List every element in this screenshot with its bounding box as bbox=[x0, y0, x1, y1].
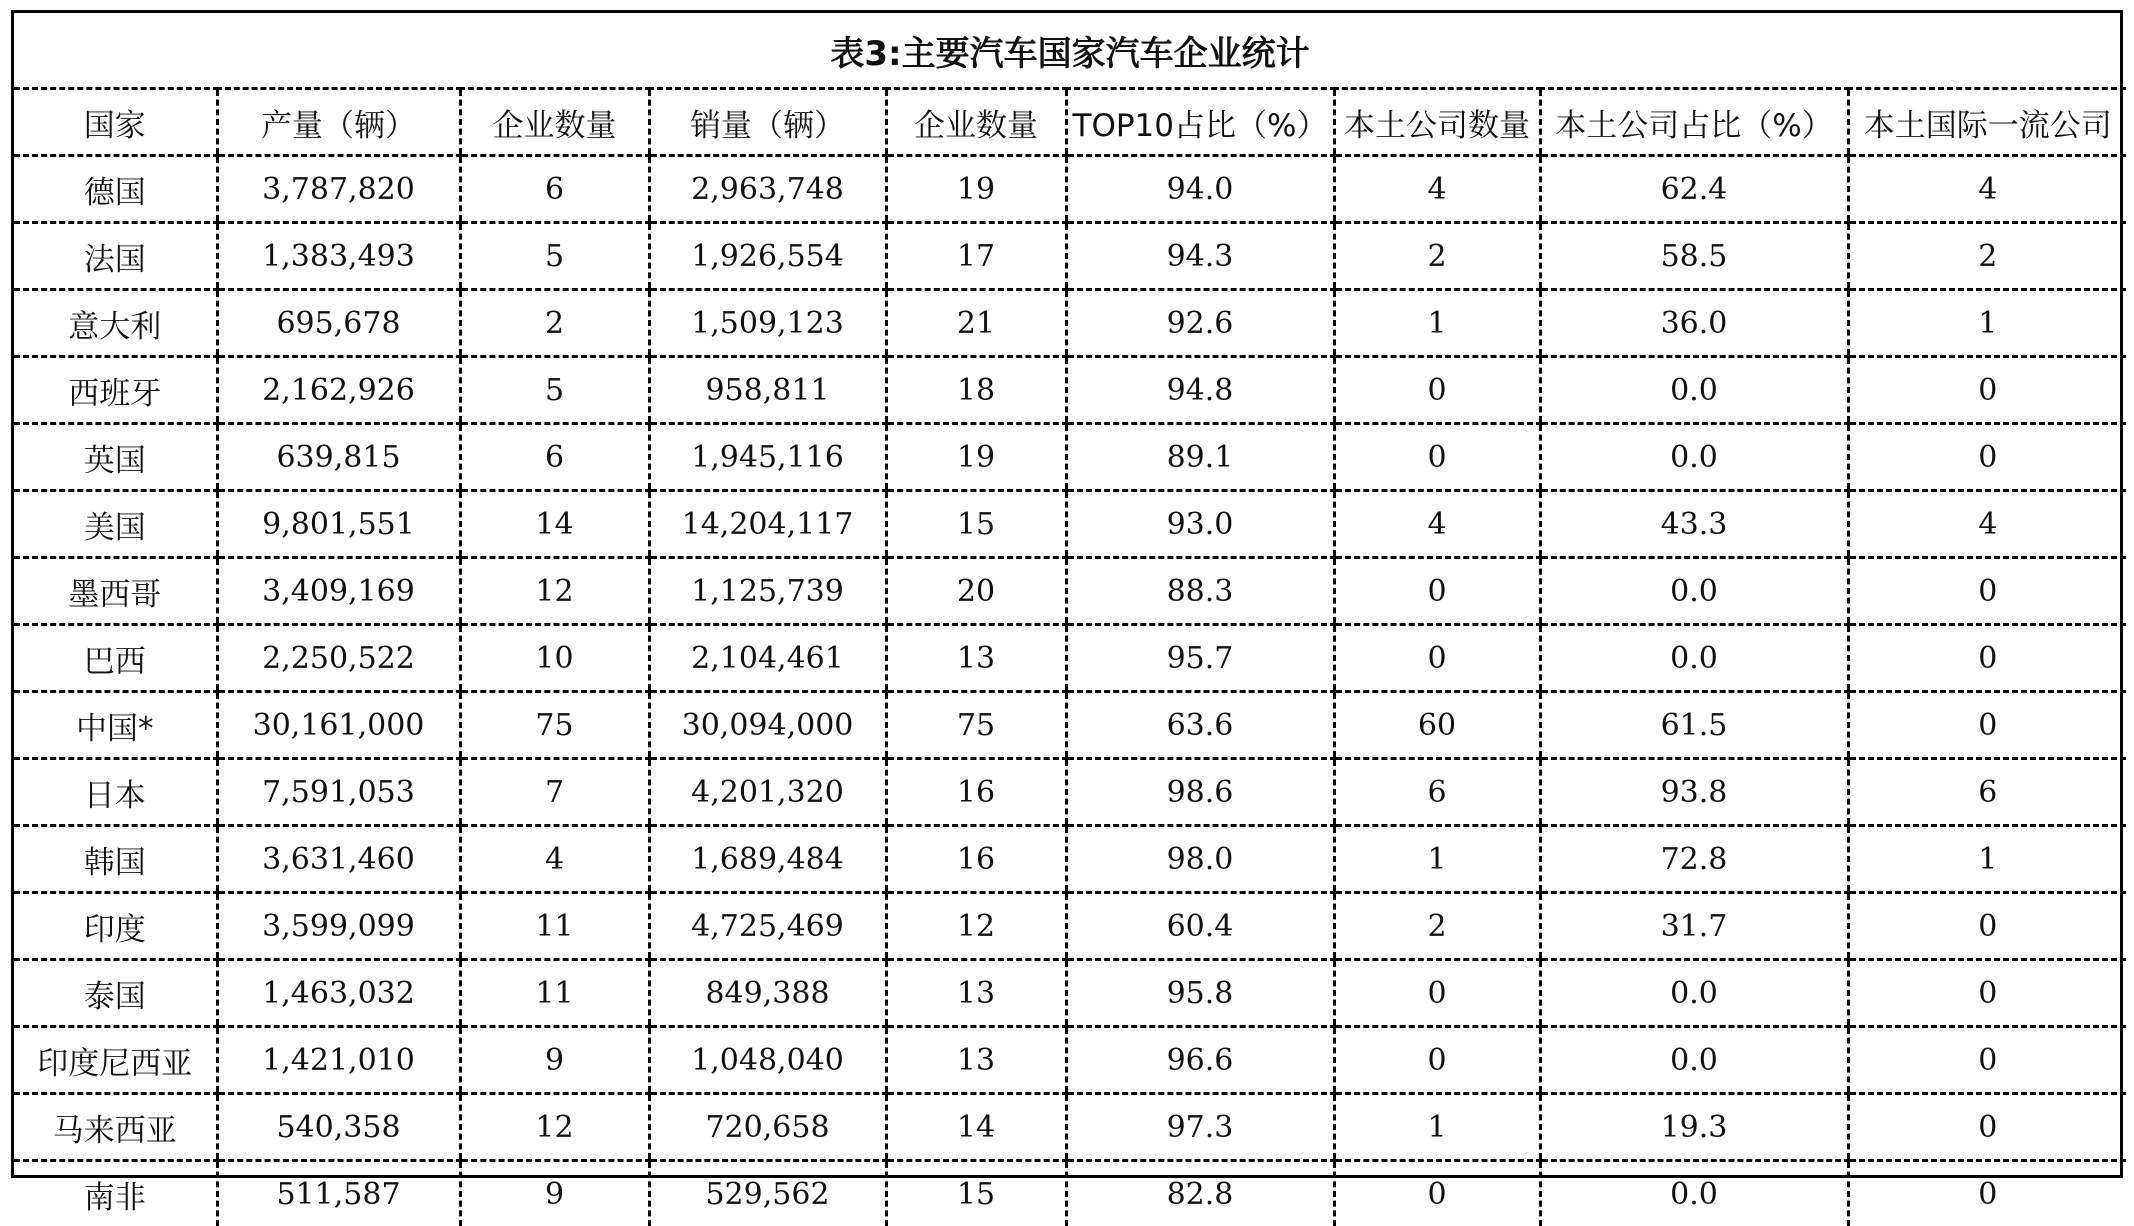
cell-sales: 4,725,469 bbox=[649, 893, 886, 960]
cell-local-company-share: 19.3 bbox=[1540, 1094, 1848, 1161]
cell-local-company-count: 6 bbox=[1334, 759, 1540, 826]
cell-local-company-share: 0.0 bbox=[1540, 357, 1848, 424]
cell-seller-count: 18 bbox=[886, 357, 1066, 424]
cell-sales: 1,125,739 bbox=[649, 558, 886, 625]
cell-local-world-class: 2 bbox=[1848, 223, 2126, 290]
cell-producer-count: 11 bbox=[460, 960, 649, 1027]
cell-local-world-class: 0 bbox=[1848, 424, 2126, 491]
cell-sales: 1,689,484 bbox=[649, 826, 886, 893]
cell-local-company-count: 0 bbox=[1334, 960, 1540, 1027]
cell-sales: 1,926,554 bbox=[649, 223, 886, 290]
cell-local-world-class: 0 bbox=[1848, 960, 2126, 1027]
table-row bbox=[14, 223, 2126, 290]
cell-production: 695,678 bbox=[217, 290, 460, 357]
cell-production: 639,815 bbox=[217, 424, 460, 491]
cell-producer-count: 6 bbox=[460, 424, 649, 491]
cell-producer-count: 12 bbox=[460, 1094, 649, 1161]
table-row bbox=[14, 558, 2126, 625]
cell-local-company-count: 0 bbox=[1334, 625, 1540, 692]
cell-country: 日本 bbox=[14, 759, 217, 826]
cell-local-company-count: 0 bbox=[1334, 1027, 1540, 1094]
table-row bbox=[14, 1161, 2126, 1226]
cell-seller-count: 21 bbox=[886, 290, 1066, 357]
cell-production: 511,587 bbox=[217, 1161, 460, 1226]
cell-top10-share: 98.6 bbox=[1066, 759, 1334, 826]
cell-local-company-count: 0 bbox=[1334, 1161, 1540, 1226]
cell-local-company-count: 0 bbox=[1334, 424, 1540, 491]
cell-local-company-count: 1 bbox=[1334, 826, 1540, 893]
cell-top10-share: 89.1 bbox=[1066, 424, 1334, 491]
cell-seller-count: 19 bbox=[886, 156, 1066, 223]
cell-top10-share: 97.3 bbox=[1066, 1094, 1334, 1161]
cell-seller-count: 12 bbox=[886, 893, 1066, 960]
cell-producer-count: 7 bbox=[460, 759, 649, 826]
cell-local-world-class: 0 bbox=[1848, 1161, 2126, 1226]
cell-local-company-share: 93.8 bbox=[1540, 759, 1848, 826]
cell-production: 2,250,522 bbox=[217, 625, 460, 692]
cell-country: 美国 bbox=[14, 491, 217, 558]
cell-producer-count: 2 bbox=[460, 290, 649, 357]
cell-sales: 849,388 bbox=[649, 960, 886, 1027]
cell-local-company-count: 4 bbox=[1334, 491, 1540, 558]
cell-production: 2,162,926 bbox=[217, 357, 460, 424]
cell-sales: 2,963,748 bbox=[649, 156, 886, 223]
cell-top10-share: 94.0 bbox=[1066, 156, 1334, 223]
header-local-world-class: 本土国际一流公司 bbox=[1848, 89, 2126, 156]
cell-local-world-class: 0 bbox=[1848, 357, 2126, 424]
cell-local-company-count: 4 bbox=[1334, 156, 1540, 223]
cell-producer-count: 14 bbox=[460, 491, 649, 558]
table-row bbox=[14, 156, 2126, 223]
cell-local-company-share: 31.7 bbox=[1540, 893, 1848, 960]
cell-local-company-share: 61.5 bbox=[1540, 692, 1848, 759]
cell-country: 泰国 bbox=[14, 960, 217, 1027]
cell-top10-share: 63.6 bbox=[1066, 692, 1334, 759]
cell-local-company-share: 0.0 bbox=[1540, 558, 1848, 625]
cell-producer-count: 12 bbox=[460, 558, 649, 625]
cell-local-world-class: 0 bbox=[1848, 625, 2126, 692]
cell-seller-count: 16 bbox=[886, 759, 1066, 826]
cell-local-company-share: 0.0 bbox=[1540, 1161, 1848, 1226]
cell-country: 印度尼西亚 bbox=[14, 1027, 217, 1094]
cell-local-company-share: 0.0 bbox=[1540, 960, 1848, 1027]
table-row bbox=[14, 692, 2126, 759]
auto-country-stats-table bbox=[14, 13, 2126, 1226]
cell-local-world-class: 4 bbox=[1848, 491, 2126, 558]
cell-local-company-share: 43.3 bbox=[1540, 491, 1848, 558]
cell-country: 印度 bbox=[14, 893, 217, 960]
header-local-company-count: 本土公司数量 bbox=[1334, 89, 1540, 156]
cell-local-world-class: 4 bbox=[1848, 156, 2126, 223]
cell-seller-count: 15 bbox=[886, 1161, 1066, 1226]
cell-country: 南非 bbox=[14, 1161, 217, 1226]
table-row bbox=[14, 357, 2126, 424]
cell-production: 9,801,551 bbox=[217, 491, 460, 558]
header-seller-count: 企业数量 bbox=[886, 89, 1066, 156]
cell-local-world-class: 0 bbox=[1848, 692, 2126, 759]
cell-production: 540,358 bbox=[217, 1094, 460, 1161]
cell-production: 3,409,169 bbox=[217, 558, 460, 625]
cell-producer-count: 9 bbox=[460, 1161, 649, 1226]
table-body bbox=[14, 156, 2126, 1226]
cell-country: 韩国 bbox=[14, 826, 217, 893]
title-row bbox=[14, 13, 2126, 89]
cell-production: 1,383,493 bbox=[217, 223, 460, 290]
cell-local-company-share: 0.0 bbox=[1540, 625, 1848, 692]
table-row bbox=[14, 960, 2126, 1027]
cell-local-company-count: 0 bbox=[1334, 558, 1540, 625]
header-country: 国家 bbox=[14, 89, 217, 156]
cell-production: 1,463,032 bbox=[217, 960, 460, 1027]
cell-country: 法国 bbox=[14, 223, 217, 290]
cell-local-world-class: 1 bbox=[1848, 290, 2126, 357]
cell-country: 中国* bbox=[14, 692, 217, 759]
table-row bbox=[14, 625, 2126, 692]
cell-local-company-share: 36.0 bbox=[1540, 290, 1848, 357]
cell-top10-share: 94.8 bbox=[1066, 357, 1334, 424]
table-row bbox=[14, 826, 2126, 893]
header-top10-share: TOP10占比（%） bbox=[1066, 89, 1334, 156]
cell-seller-count: 20 bbox=[886, 558, 1066, 625]
cell-local-world-class: 1 bbox=[1848, 826, 2126, 893]
header-sales: 销量（辆） bbox=[649, 89, 886, 156]
cell-local-company-share: 0.0 bbox=[1540, 424, 1848, 491]
table-row bbox=[14, 1027, 2126, 1094]
cell-country: 英国 bbox=[14, 424, 217, 491]
cell-sales: 1,509,123 bbox=[649, 290, 886, 357]
cell-seller-count: 75 bbox=[886, 692, 1066, 759]
cell-producer-count: 10 bbox=[460, 625, 649, 692]
cell-production: 3,631,460 bbox=[217, 826, 460, 893]
table-title: 表3:主要汽车国家汽车企业统计 bbox=[14, 13, 2126, 89]
cell-sales: 1,048,040 bbox=[649, 1027, 886, 1094]
cell-top10-share: 88.3 bbox=[1066, 558, 1334, 625]
cell-top10-share: 94.3 bbox=[1066, 223, 1334, 290]
cell-local-world-class: 0 bbox=[1848, 1094, 2126, 1161]
cell-production: 3,599,099 bbox=[217, 893, 460, 960]
cell-producer-count: 9 bbox=[460, 1027, 649, 1094]
stats-table-frame bbox=[11, 10, 2123, 1178]
cell-top10-share: 93.0 bbox=[1066, 491, 1334, 558]
cell-top10-share: 60.4 bbox=[1066, 893, 1334, 960]
cell-local-world-class: 0 bbox=[1848, 1027, 2126, 1094]
cell-top10-share: 95.7 bbox=[1066, 625, 1334, 692]
cell-sales: 958,811 bbox=[649, 357, 886, 424]
cell-seller-count: 16 bbox=[886, 826, 1066, 893]
cell-top10-share: 98.0 bbox=[1066, 826, 1334, 893]
cell-local-world-class: 0 bbox=[1848, 558, 2126, 625]
table-row bbox=[14, 424, 2126, 491]
cell-local-company-count: 0 bbox=[1334, 357, 1540, 424]
cell-sales: 1,945,116 bbox=[649, 424, 886, 491]
cell-local-company-share: 62.4 bbox=[1540, 156, 1848, 223]
cell-local-world-class: 0 bbox=[1848, 893, 2126, 960]
cell-seller-count: 13 bbox=[886, 960, 1066, 1027]
cell-production: 30,161,000 bbox=[217, 692, 460, 759]
cell-local-company-count: 1 bbox=[1334, 290, 1540, 357]
header-row bbox=[14, 89, 2126, 156]
cell-sales: 4,201,320 bbox=[649, 759, 886, 826]
cell-sales: 529,562 bbox=[649, 1161, 886, 1226]
cell-country: 墨西哥 bbox=[14, 558, 217, 625]
cell-top10-share: 96.6 bbox=[1066, 1027, 1334, 1094]
cell-local-company-share: 0.0 bbox=[1540, 1027, 1848, 1094]
table-row bbox=[14, 893, 2126, 960]
table-row bbox=[14, 491, 2126, 558]
cell-producer-count: 5 bbox=[460, 357, 649, 424]
table-row bbox=[14, 759, 2126, 826]
cell-top10-share: 95.8 bbox=[1066, 960, 1334, 1027]
cell-sales: 14,204,117 bbox=[649, 491, 886, 558]
cell-producer-count: 11 bbox=[460, 893, 649, 960]
cell-producer-count: 75 bbox=[460, 692, 649, 759]
cell-production: 3,787,820 bbox=[217, 156, 460, 223]
cell-country: 马来西亚 bbox=[14, 1094, 217, 1161]
cell-seller-count: 13 bbox=[886, 1027, 1066, 1094]
cell-top10-share: 82.8 bbox=[1066, 1161, 1334, 1226]
cell-producer-count: 6 bbox=[460, 156, 649, 223]
cell-local-world-class: 6 bbox=[1848, 759, 2126, 826]
header-production: 产量（辆） bbox=[217, 89, 460, 156]
cell-top10-share: 92.6 bbox=[1066, 290, 1334, 357]
header-local-company-share: 本土公司占比（%） bbox=[1540, 89, 1848, 156]
cell-local-company-count: 2 bbox=[1334, 893, 1540, 960]
cell-local-company-share: 72.8 bbox=[1540, 826, 1848, 893]
cell-producer-count: 4 bbox=[460, 826, 649, 893]
cell-local-company-share: 58.5 bbox=[1540, 223, 1848, 290]
cell-sales: 30,094,000 bbox=[649, 692, 886, 759]
cell-seller-count: 19 bbox=[886, 424, 1066, 491]
cell-seller-count: 17 bbox=[886, 223, 1066, 290]
cell-producer-count: 5 bbox=[460, 223, 649, 290]
cell-seller-count: 14 bbox=[886, 1094, 1066, 1161]
cell-local-company-count: 1 bbox=[1334, 1094, 1540, 1161]
cell-country: 德国 bbox=[14, 156, 217, 223]
cell-sales: 720,658 bbox=[649, 1094, 886, 1161]
cell-sales: 2,104,461 bbox=[649, 625, 886, 692]
cell-seller-count: 15 bbox=[886, 491, 1066, 558]
cell-production: 7,591,053 bbox=[217, 759, 460, 826]
cell-country: 意大利 bbox=[14, 290, 217, 357]
table-row bbox=[14, 1094, 2126, 1161]
header-producer-count: 企业数量 bbox=[460, 89, 649, 156]
cell-local-company-count: 60 bbox=[1334, 692, 1540, 759]
cell-country: 西班牙 bbox=[14, 357, 217, 424]
cell-country: 巴西 bbox=[14, 625, 217, 692]
cell-local-company-count: 2 bbox=[1334, 223, 1540, 290]
cell-seller-count: 13 bbox=[886, 625, 1066, 692]
cell-production: 1,421,010 bbox=[217, 1027, 460, 1094]
table-row bbox=[14, 290, 2126, 357]
